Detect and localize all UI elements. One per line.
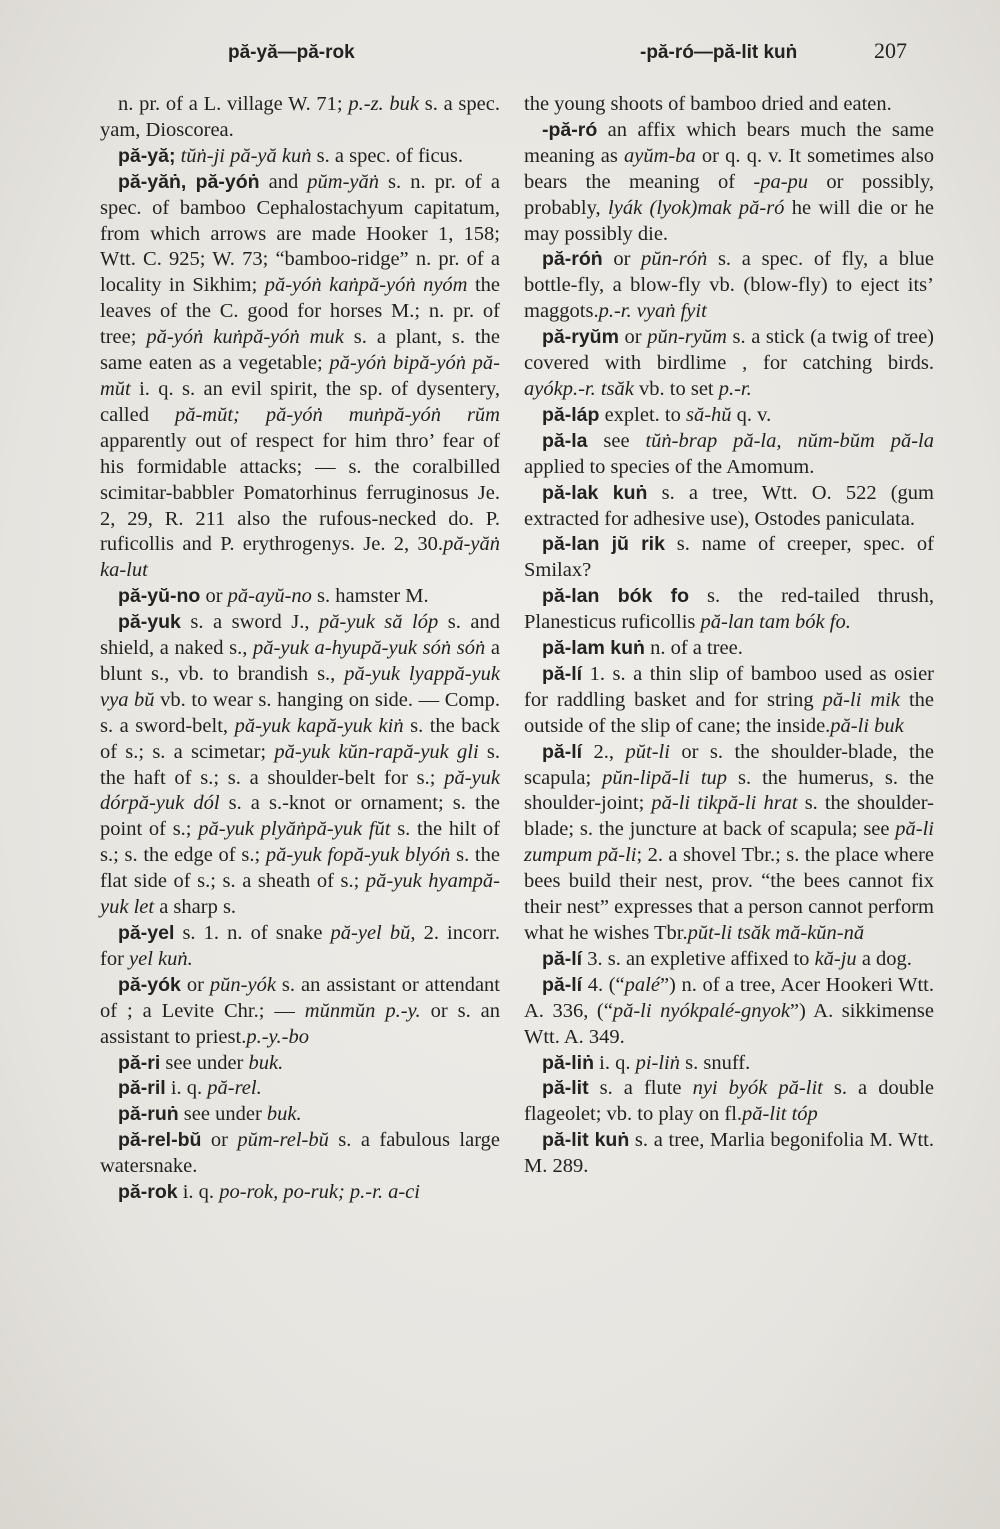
entry-italic: mŭn p.-y. [340,999,421,1022]
entry-headword: pă-ri [118,1051,161,1074]
entry-text: 2., [582,740,626,763]
entry-italic: pă-yuk dór [100,766,500,815]
entry-text: possibly, probably, [524,170,934,219]
dictionary-entry [524,973,934,1051]
entry-text: an affix which bears much the same meaning as [524,118,934,167]
entry-text: he will die or he may possibly die. [524,196,934,245]
entry-headword: pă-róṅ [542,248,603,271]
entry-text: s. an evil spirit, the sp. of dysentery, called [100,377,500,426]
dictionary-entry [100,92,500,144]
entry-italic: ayók [524,377,563,400]
entry-italic: pă-yuk fŭt [306,818,391,841]
entry-headword: -pă-ró [542,118,598,141]
dictionary-entry [100,584,500,610]
entry-text: s. a s.-knot or ornament; [219,792,453,815]
entry-text: s. the haft of s.; [100,740,500,789]
entry-text: i. q. [165,1077,208,1100]
entry-text: , for catching birds. [742,352,934,375]
entry-italic: să-hŭ [685,403,732,426]
entry-text: i. q. [594,1051,636,1074]
entry-text: s. hamster M. [311,585,429,608]
entry-text: s. the back of s.; [100,714,500,763]
dictionary-entry [524,1051,934,1077]
entry-text: s. an assistant or attendant of [100,973,500,1022]
dictionary-entry [100,1076,500,1102]
entry-text: prov. “the bees cannot fix their nest” expresses that a person cannot perform what he wishes Tbr. [524,870,935,944]
dictionary-entry [524,1076,934,1128]
dictionary-entry [100,1180,500,1206]
entry-italic: mak pă-ró [697,196,785,219]
entry-italic: pă-yăṅ ka-lut [100,533,500,582]
entry-italic: palé [624,973,660,996]
entry-text: ”) n. of a tree, Acer Hookeri Wtt. A. 336, [524,973,934,1022]
dictionary-entry [524,429,934,481]
entry-headword: pă-lan bók fo [542,585,690,608]
entry-text: s. a shoulder-belt for s.; [227,766,445,789]
entry-italic: pă-li tup [651,766,728,789]
entry-italic: pŭm-yăṅ [307,170,379,193]
entry-headword: pă-lí [542,947,583,970]
entry-text: the outside of the slip of cane; [524,688,934,737]
entry-text: or [200,585,228,608]
entry-italic: p.-r. tsăk [562,377,634,400]
entry-text: 3. s. an expletive affixed to [582,947,815,970]
entry-italic: pă-yuk dól [128,792,220,815]
entry-text: s. a sheath of s.; [222,870,366,893]
entry-text: s. the same eaten as a vegetable; [100,326,500,375]
entry-headword: pă-yŭ-no [118,585,201,608]
entry-headword: pă-yă; [118,144,176,167]
entry-text: s. a plant, [343,326,452,349]
entry-italic: pŭt-li tsăk mă-kŭn-nă [687,922,865,944]
entry-text: and [259,170,308,193]
entry-headword: pă-lam kuṅ [542,637,645,660]
dictionary-entry [100,170,500,585]
entry-italic: pă-lit tóp [742,1103,818,1126]
entry-italic: buk. [248,1051,284,1074]
entry-text: s. and shield, [100,611,501,660]
entry-italic: pŭn-róṅ [641,248,708,271]
entry-text: the young shoots of bamboo dried and eaten. [524,93,892,115]
entry-italic: pă-li nyók [612,999,699,1022]
entry-italic: pă-li zum [524,818,934,867]
entry-text: s. the shoulder-blade, the scapula; [524,740,934,789]
entry-text: s. the humerus, [727,766,885,789]
dictionary-entry [524,92,934,118]
entry-text: the inside. [746,714,831,737]
entry-italic: pă-yuk lyap [344,662,445,685]
entry-text: s. the hilt of s.; [100,818,500,867]
entry-text: ; a Levite Chr.; — [127,999,305,1022]
entry-text: or [420,999,458,1022]
entry-italic: -pa [753,170,781,193]
entry-text: s. n. pr. of a spec. of bamboo Cephalostachyum capitatum, from which arrows are made Hooker 1, 158; Wtt. C. 925; W. 73; [100,170,500,271]
entry-headword: pă-yuk [118,611,181,634]
entry-headword: pă-lan jŭ rik [542,533,665,556]
entry-italic: pă-li mik [822,688,900,711]
entry-headword: pă-lit [542,1077,589,1100]
entry-text: n. pr. of tree; [100,300,500,349]
entry-italic: pă-yóṅ bi [329,352,410,375]
entry-text: 1. s. a thin slip of bamboo used as osier for raddling basket and for string [524,662,934,711]
entry-italic: p.-r. [718,377,752,400]
entry-italic: p.-y.-bo [246,1025,309,1048]
entry-text: s. a spec. yam, Dioscorea. [100,93,500,141]
entry-italic: pă-yuk gli [393,740,479,763]
entry-italic: pŭt-li [625,740,670,763]
entry-italic: pă-li buk [830,714,904,737]
entry-italic: mŭn [304,999,341,1022]
entry-text: ; 2. a shovel Tbr.; s. the place where bees build their nest, [524,844,934,893]
entry-italic: -pu [780,170,809,193]
entry-italic: pă-lan tam bók fo. [700,611,851,634]
entry-text: applied to species of the Amomum. [524,455,815,478]
entry-italic: pă-yóṅ kaṅ [264,274,359,297]
entry-text: or [695,144,726,167]
entry-text: s. a stick (a twig of tree) covered with birdlime [524,326,934,375]
entry-italic: pă-yuk kiṅ [316,714,404,737]
entry-italic: nyi byók pă-lit [692,1077,823,1100]
entry-italic: pum pă-li [557,844,637,867]
entry-text: or [669,740,710,763]
entry-italic: pi-liṅ [635,1051,680,1074]
entry-italic: p.-r. vyaṅ fyit [598,300,707,323]
entry-headword: pă-ryŭm [542,326,619,349]
entry-italic: pă-yóṅ nyóm [358,274,468,297]
dictionary-entry [524,740,934,947]
entry-italic: pă-yóṅ kuṅ [146,326,243,349]
right-column [524,92,934,1180]
entry-text: i. q. [177,1181,220,1204]
entry-headword: pă-rok [118,1181,178,1204]
header-left-title: pă-yă—pă-rok [228,42,355,63]
entry-italic: pŭm-rel-bŭ [237,1129,329,1152]
entry-italic: pă-mŭt; pă-yóṅ muṅ [174,403,385,426]
entry-text: (“ [596,999,613,1022]
entry-text: or [602,248,642,271]
entry-headword: pă-yăṅ, pă-yóṅ [118,170,260,193]
entry-text: vb. (blow-fly) to eject its’ maggots. [524,274,934,323]
entry-italic: po-rok, po-ruk; p.-r. a-ci [219,1181,420,1204]
entry-italic: pă-yuk vya bŭ [100,662,500,711]
entry-text: see [587,429,646,452]
dictionary-entry [100,1051,500,1077]
entry-italic: tŭṅ-ji pă-yă kuṅ [180,144,312,167]
entry-text: s. a scimetar; [152,740,275,763]
entry-headword: pă-ruṅ [118,1103,179,1126]
dictionary-entry [524,247,934,325]
entry-text: s. an assistant to priest. [100,999,500,1048]
entry-italic: pă-yuk a-hyu [253,637,362,660]
entry-italic: pă-yuk ka [234,714,317,737]
entry-italic: ayŭm-ba [624,144,696,167]
entry-text: or [808,170,862,193]
dictionary-entry [100,973,500,1051]
entry-italic: pă-ayŭ-no [227,585,312,608]
entry-headword: pă-liṅ [542,1051,594,1074]
entry-headword: pă-lak kuṅ [542,481,648,504]
entry-text: a sharp s. [154,896,237,919]
entry-text: see under [178,1103,267,1126]
entry-headword: pă-lí [542,662,583,685]
entry-text: see under [160,1051,249,1074]
entry-text: apparently out of respect for him thro’ fear of his formidable attacks; — [100,429,500,478]
dictionary-entry [100,1128,500,1180]
entry-italic: lyák (lyok) [608,196,698,219]
entry-headword: pă-lit kuṅ [542,1129,630,1152]
entry-headword: pă-yók [118,973,181,996]
entry-text: vb. to brandish s., [178,662,345,685]
dictionary-entry [524,584,934,636]
entry-headword: pă-yel [118,922,175,944]
entry-italic: pă-rel. [207,1077,262,1100]
dictionary-entry [524,662,934,740]
entry-italic: pă-yuk fo [265,844,344,867]
dictionary-entry [100,610,500,921]
entry-headword: pă-rel-bŭ [118,1129,202,1152]
entry-text: s. the point of s.; [100,792,500,841]
entry-text: s. the shoulder-joint; [524,766,934,815]
entry-italic: buk. [266,1103,302,1126]
entry-text: n. pr. of a L. village W. 71; [118,93,349,115]
left-column [100,92,500,1206]
entry-italic: kă-ju [814,947,857,970]
page-number: 207 [874,38,907,63]
entry-italic: pă-yuk sóṅ sóṅ [361,637,486,660]
entry-text: s. the juncture at back of scapula; see [579,818,896,841]
entry-headword: pă-lí [542,740,583,763]
entry-text: s. the red-tailed thrush, Planesticus ruficollis [524,585,934,634]
entry-text: s. 1. n. of snake [174,922,331,944]
entry-text: s. a spec. of fly, a blue bottle-fly, a blow-fly [524,248,934,297]
entry-text: s. snuff. [680,1051,751,1074]
entry-italic: pă-yuk plyăṅ [198,818,307,841]
dictionary-entry [524,403,934,429]
entry-italic: pă-yel bŭ [330,922,411,944]
entry-text: s. a tree, Marlia begonifolia M. Wtt. M. 289. [524,1129,934,1178]
entry-italic: pŭn-yók [209,973,276,996]
entry-text: ”) A. sikkimense Wtt. A. 349. [524,999,934,1048]
entry-text: q. v. [731,403,772,426]
entry-text: vb. to set [633,377,719,400]
entry-text: n. of a tree. [644,637,743,660]
entry-text: s. a sword-belt, [100,714,235,737]
entry-headword: pă-la [542,429,588,452]
dictionary-entry [524,118,934,248]
entry-text: the leaves of the C. good for horses M.; [100,274,500,323]
entry-text: or [180,973,210,996]
running-header [0,36,1000,66]
entry-italic: pă-li tik [651,792,718,815]
entry-text: s. the edge of s.; [124,844,266,867]
entry-text: or [201,1129,238,1152]
dictionary-entry [524,532,934,584]
entry-text: i. q. [130,377,183,400]
entry-text: a blunt s., [100,637,500,685]
entry-text: a dog. [856,947,912,970]
entry-headword: pă-lí [542,973,583,996]
dictionary-entry [100,1102,500,1128]
entry-text: “bamboo-ridge” n. pr. of a locality in Sikhim; [100,248,501,297]
entry-italic: p.-z. buk [348,93,420,115]
entry-italic: pă-yuk let [100,870,500,919]
entry-text: s. a sword J., [180,611,320,634]
entry-headword: pă-ril [118,1077,166,1100]
entry-text: s. a tree, Wtt. O. 522 (gum extracted for adhesive use), Ostodes paniculata. [524,481,934,530]
dictionary-entry [100,144,500,170]
entry-text: explet. to [599,403,686,426]
entry-italic: pă-yuk blyóṅ [343,844,451,867]
entry-text: s. a fabulous large watersnake. [100,1129,500,1178]
entry-italic: pŭn-ryŭm [647,326,727,349]
entry-italic: pŭn-li [602,766,652,789]
entry-text: s. a spec. of ficus. [311,144,463,167]
entry-text: s. the shoulder-blade; [524,792,934,841]
dictionary-entry [100,921,500,973]
dictionary-entry [524,325,934,403]
entry-italic: pă-yóṅ rŭm [384,403,500,426]
entry-italic: tŭṅ-brap pă-la, nŭm-bŭm pă-la [645,429,934,452]
entry-italic: pă-yuk kŭn-ra [274,740,393,763]
dictionary-entry [524,481,934,533]
entry-italic: pă-yuk să lóp [319,611,439,634]
entry-text: s. a double flageolet; [524,1077,934,1126]
dictionary-entry [524,947,934,973]
dictionary-entry [524,636,934,662]
entry-text: 4. (“ [582,973,625,996]
entry-text: vb. to play on fl. [606,1103,743,1126]
entry-text: a naked s., [159,637,254,660]
entry-italic: palé-gnyok [698,999,790,1022]
entry-headword: pă-láp [542,403,600,426]
header-right-title: -pă-ró—pă-lit kuṅ [640,42,798,63]
entry-text: s. the flat side of s.; [100,844,500,893]
entry-text: s. the coralbilled scimitar-babbler Pomatorhinus ferruginosus Je. 2, 29, R. 211 also the rufous-necked do. P. ruficollis and P. erythrogenys. Je. 2, 30. [100,455,500,556]
entry-italic: pă-yuk hyam [365,870,473,893]
entry-italic: yel kuṅ. [129,947,193,970]
entry-italic: pă-yóṅ pă-mŭt [100,352,500,400]
entry-text: or [618,326,648,349]
entry-italic: pă-li hrat [717,792,798,815]
entry-text: vb. to wear s. hanging on side. — Comp. [154,688,500,711]
entry-text: s. name of creeper, spec. of Smilax? [524,533,934,582]
entry-text: s. a flute [588,1077,693,1100]
entry-text: q. q. v. It sometimes also bears the meaning of [524,144,935,193]
dictionary-entry [524,1128,934,1180]
entry-italic: pă-yóṅ muk [242,326,344,349]
entry-text: , 2. incorr. for [100,922,500,970]
